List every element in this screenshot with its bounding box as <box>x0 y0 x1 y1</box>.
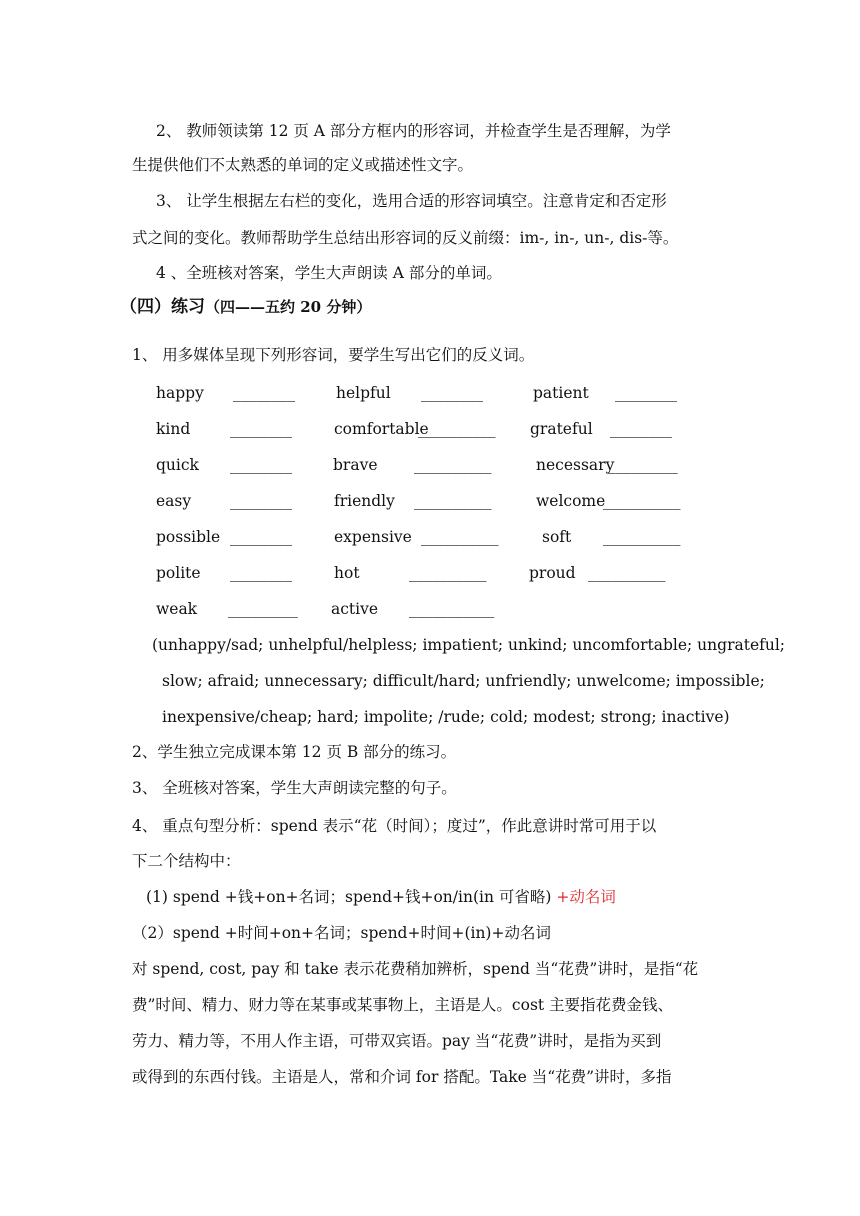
word-cell: weak <box>156 600 198 618</box>
answer-blank: ________ <box>233 384 295 402</box>
paragraph-2-line-1: 2、 教师领读第 12 页 A 部分方框内的形容词，并检查学生是否理解，为学 <box>156 122 671 140</box>
item-4-line-1: 4、 重点句型分析：spend 表示“花（时间）；度过”，作此意讲时常可用于以 <box>132 817 657 835</box>
answer-blank: ________ <box>230 528 292 546</box>
answer-blank: __________ <box>414 492 492 510</box>
answer-blank: __________ <box>409 564 487 582</box>
word-cell: brave <box>333 456 378 474</box>
word-cell: proud <box>529 564 576 582</box>
answer-blank: ________ <box>610 420 672 438</box>
word-cell: expensive <box>334 528 412 546</box>
analysis-line-1: 对 spend, cost, pay 和 take 表示花费稍加辨析，spend 当“花费”讲时，是指“花 <box>132 960 699 978</box>
word-cell: happy <box>156 384 204 402</box>
answers-line-2: slow; afraid; unnecessary; difficult/hard; unfriendly; unwelcome; impossible; <box>162 672 765 690</box>
answer-blank: __________ <box>418 420 496 438</box>
structure-1-text: (1) spend +钱+on+名词；spend+钱+on/in(in 可省略) <box>146 888 552 906</box>
answer-blank: ________ <box>421 384 483 402</box>
answer-blank: ___________ <box>409 600 495 618</box>
paragraph-3-line-2: 式之间的变化。教师帮助学生总结出形容词的反义前缀：im-, in-, un-, dis-等。 <box>132 229 679 247</box>
exercise-1-intro: 1、 用多媒体呈现下列形容词，要学生写出它们的反义词。 <box>132 346 535 364</box>
word-cell: comfortable <box>334 420 429 438</box>
section-title: （四）练习 <box>120 297 205 317</box>
analysis-line-4: 或得到的东西付钱。主语是人，常和介词 for 搭配。Take 当“花费”讲时，多指 <box>132 1068 672 1086</box>
word-cell: active <box>331 600 379 618</box>
item-4-line-2: 下二个结构中： <box>132 852 241 870</box>
answer-blank: ________ <box>230 420 292 438</box>
answer-blank: ________ <box>230 456 292 474</box>
structure-1 <box>146 887 616 907</box>
answers-line-3: inexpensive/cheap; hard; impolite; /rude; cold; modest; strong; inactive) <box>162 708 730 726</box>
answer-blank: _________ <box>228 600 298 618</box>
word-cell: grateful <box>530 420 593 438</box>
word-cell: kind <box>156 420 191 438</box>
answer-blank: ________ <box>230 564 292 582</box>
answer-blank: __________ <box>603 528 681 546</box>
answer-blank: __________ <box>603 492 681 510</box>
paragraph-3-line-1: 3、 让学生根据左右栏的变化，选用合适的形容词填空。注意肯定和否定形 <box>156 192 667 210</box>
paragraph-2-line-2: 生提供他们不太熟悉的单词的定义或描述性文字。 <box>132 156 474 174</box>
analysis-line-3: 劳力、精力等，不用人作主语，可带双宾语。pay 当“花费”讲时，是指为买到 <box>132 1032 662 1050</box>
word-cell: hot <box>334 564 360 582</box>
section-subtitle: （四——五约 20 分钟） <box>205 298 372 316</box>
word-cell: possible <box>156 528 221 546</box>
answer-blank: __________ <box>421 528 499 546</box>
answer-blank: ________ <box>615 384 677 402</box>
answer-blank: __________ <box>588 564 666 582</box>
answer-blank: __________ <box>414 456 492 474</box>
word-cell: helpful <box>336 384 391 402</box>
word-cell: friendly <box>334 492 395 510</box>
answer-blank: ________ <box>230 492 292 510</box>
structure-1-highlight: +动名词 <box>551 888 616 906</box>
item-3: 3、 全班核对答案，学生大声朗读完整的句子。 <box>132 779 457 797</box>
word-cell: soft <box>542 528 572 546</box>
item-2: 2、学生独立完成课本第 12 页 B 部分的练习。 <box>132 743 457 761</box>
word-cell: easy <box>156 492 192 510</box>
answers-line-1: (unhappy/sad; unhelpful/helpless; impatient; unkind; uncomfortable; ungrateful; <box>152 636 786 654</box>
analysis-line-2: 费”时间、精力、财力等在某事或某事物上，主语是人。cost 主要指花费金钱、 <box>132 996 674 1014</box>
word-cell: welcome <box>536 492 606 510</box>
paragraph-4-line-1: 4 、全班核对答案，学生大声朗读 A 部分的单词。 <box>156 264 502 282</box>
structure-2: （2）spend +时间+on+名词；spend+时间+(in)+动名词 <box>132 924 551 942</box>
word-cell: quick <box>156 456 199 474</box>
section-heading <box>120 297 371 317</box>
answer-blank: _________ <box>608 456 678 474</box>
word-cell: polite <box>156 564 201 582</box>
word-cell: necessary <box>536 456 615 474</box>
word-cell: patient <box>533 384 589 402</box>
